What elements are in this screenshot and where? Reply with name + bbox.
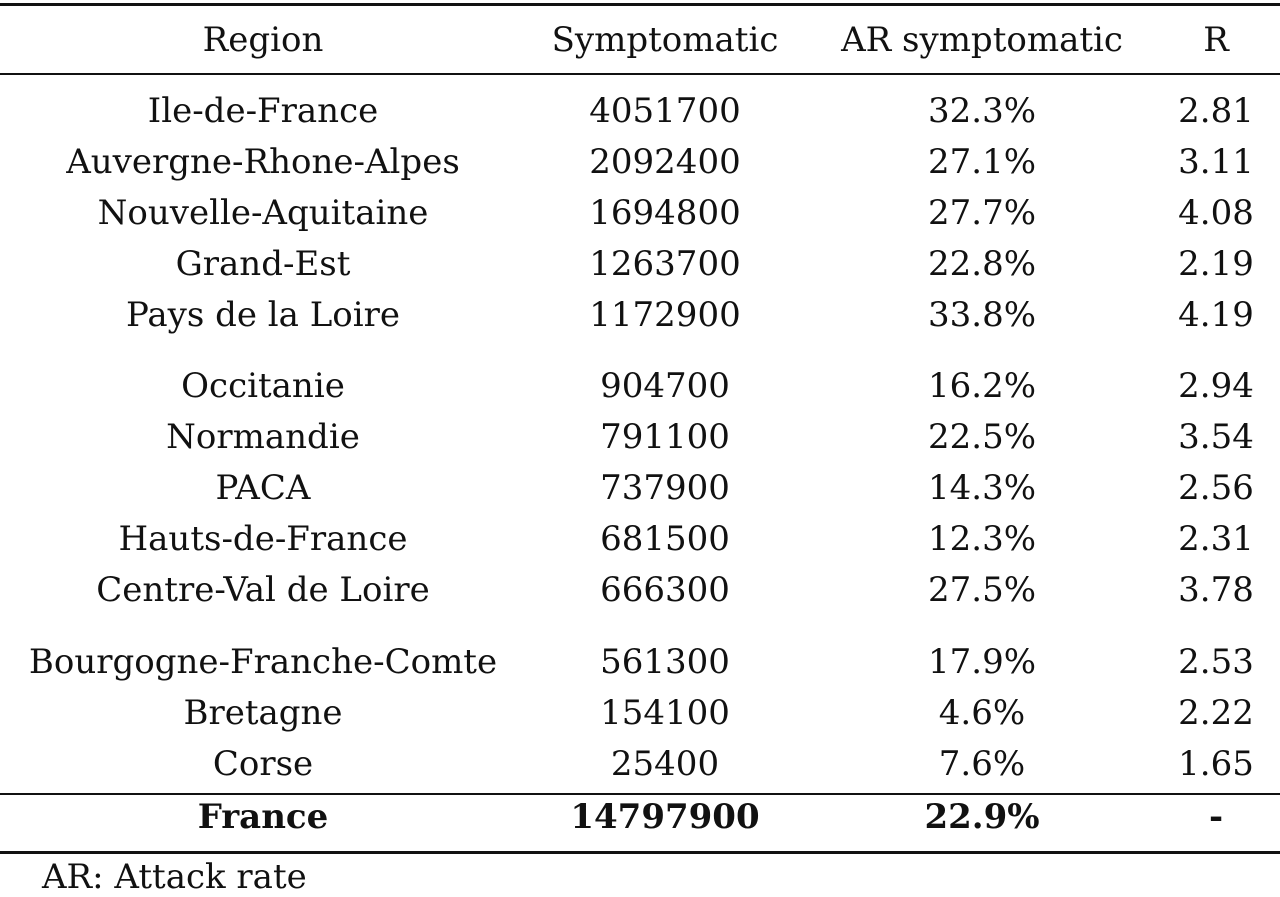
cell-region: Occitanie [181, 366, 345, 406]
cell-r: 3.54 [1178, 417, 1254, 457]
top-rule [0, 3, 1280, 6]
cell-region: Corse [212, 744, 314, 784]
cell-ar-symptomatic: 12.3% [927, 519, 1037, 559]
total-symptomatic: 14797900 [570, 797, 760, 837]
cell-ar-symptomatic: 33.8% [927, 295, 1037, 335]
header-ar-symptomatic: AR symptomatic [841, 20, 1123, 60]
cell-symptomatic: 2092400 [589, 142, 741, 182]
cell-ar-symptomatic: 22.8% [927, 244, 1037, 284]
cell-ar-symptomatic: 4.6% [938, 693, 1026, 733]
cell-symptomatic: 681500 [600, 519, 730, 559]
cell-r: 4.19 [1178, 295, 1254, 335]
cell-r: 2.19 [1178, 244, 1254, 284]
header-region: Region [202, 20, 324, 60]
cell-r: 2.94 [1178, 366, 1254, 406]
cell-region: Grand-Est [175, 244, 351, 284]
cell-ar-symptomatic: 17.9% [927, 642, 1037, 682]
cell-symptomatic: 904700 [600, 366, 730, 406]
cell-r: 2.53 [1178, 642, 1254, 682]
cell-symptomatic: 666300 [600, 570, 730, 610]
cell-symptomatic: 25400 [610, 744, 720, 784]
cell-symptomatic: 737900 [600, 468, 730, 508]
header-rule [0, 73, 1280, 75]
header-symptomatic: Symptomatic [551, 20, 779, 60]
cell-region: Hauts-de-France [118, 519, 408, 559]
cell-region: Normandie [166, 417, 360, 457]
cell-r: 1.65 [1178, 744, 1254, 784]
cell-r: 2.56 [1178, 468, 1254, 508]
cell-region: Ile-de-France [147, 91, 379, 131]
cell-ar-symptomatic: 32.3% [927, 91, 1037, 131]
total-rule [0, 793, 1280, 795]
cell-r: 2.31 [1178, 519, 1254, 559]
cell-r: 3.78 [1178, 570, 1254, 610]
cell-region: Auvergne-Rhone-Alpes [66, 142, 460, 182]
table-footnote: AR: Attack rate [42, 857, 307, 897]
cell-symptomatic: 1172900 [589, 295, 741, 335]
total-ar-symptomatic: 22.9% [924, 797, 1040, 837]
cell-ar-symptomatic: 14.3% [927, 468, 1037, 508]
header-r: R [1203, 20, 1229, 60]
cell-symptomatic: 1694800 [589, 193, 741, 233]
cell-ar-symptomatic: 7.6% [938, 744, 1026, 784]
cell-ar-symptomatic: 27.1% [927, 142, 1037, 182]
cell-r: 3.11 [1178, 142, 1254, 182]
total-r: - [1208, 797, 1224, 837]
cell-symptomatic: 561300 [600, 642, 730, 682]
cell-symptomatic: 791100 [600, 417, 730, 457]
cell-ar-symptomatic: 16.2% [927, 366, 1037, 406]
cell-r: 2.81 [1178, 91, 1254, 131]
bottom-rule [0, 851, 1280, 854]
cell-r: 2.22 [1178, 693, 1254, 733]
cell-symptomatic: 4051700 [589, 91, 741, 131]
cell-ar-symptomatic: 27.7% [927, 193, 1037, 233]
cell-region: Bourgogne-Franche-Comte [28, 642, 498, 682]
cell-symptomatic: 1263700 [589, 244, 741, 284]
cell-ar-symptomatic: 22.5% [927, 417, 1037, 457]
cell-region: Centre-Val de Loire [96, 570, 430, 610]
cell-r: 4.08 [1178, 193, 1254, 233]
cell-region: PACA [215, 468, 311, 508]
total-region: France [197, 797, 329, 837]
cell-region: Bretagne [183, 693, 343, 733]
cell-ar-symptomatic: 27.5% [927, 570, 1037, 610]
cell-region: Pays de la Loire [125, 295, 401, 335]
cell-symptomatic: 154100 [600, 693, 730, 733]
cell-region: Nouvelle-Aquitaine [97, 193, 429, 233]
